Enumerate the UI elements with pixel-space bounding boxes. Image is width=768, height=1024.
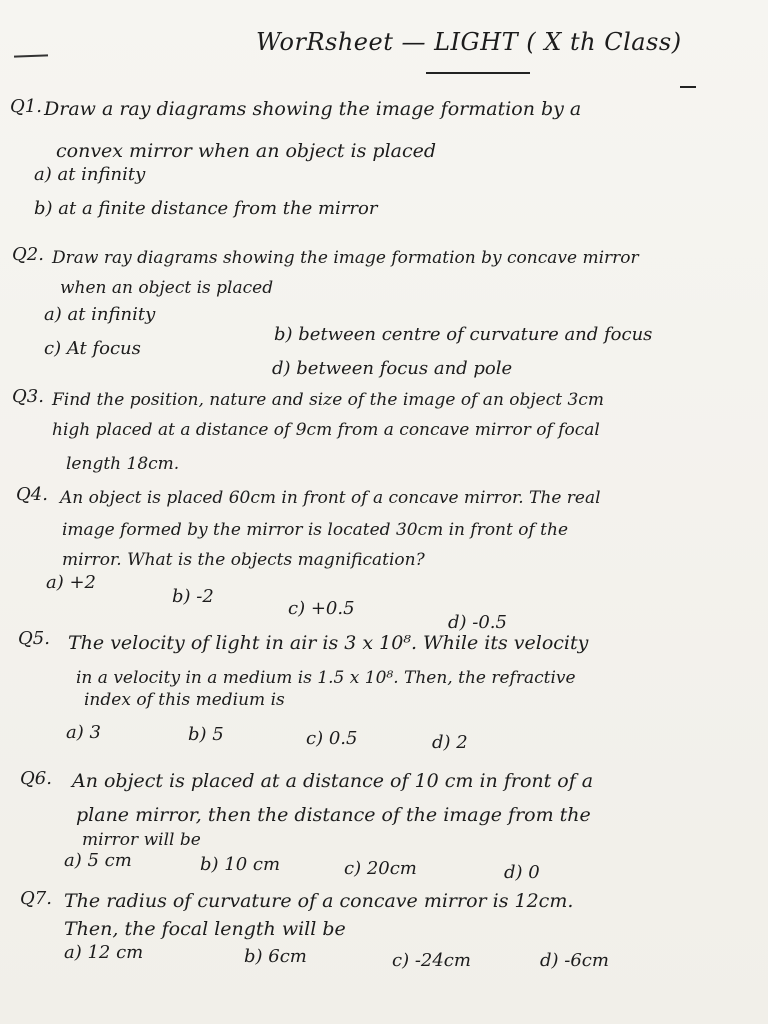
q5-option-a: a) 3 bbox=[66, 722, 101, 743]
q2-option-c: c) At focus bbox=[44, 338, 141, 359]
q2-number: Q2. bbox=[12, 244, 44, 265]
q4-option-d: d) -0.5 bbox=[448, 612, 507, 633]
q7-option-a: a) 12 cm bbox=[64, 942, 144, 963]
q4-text-line1: An object is placed 60cm in front of a concave mirror. The real bbox=[60, 488, 601, 508]
q6-text-line3: mirror will be bbox=[82, 830, 201, 850]
margin-dash bbox=[14, 54, 48, 57]
q5-text-line1: The velocity of light in air is 3 x 10⁸. While its velocity bbox=[68, 632, 589, 654]
q1-number: Q1. bbox=[10, 96, 42, 117]
q4-option-b: b) -2 bbox=[172, 586, 214, 607]
q5-option-c: c) 0.5 bbox=[306, 728, 358, 749]
q6-option-b: b) 10 cm bbox=[200, 854, 281, 875]
q2-option-d: d) between focus and pole bbox=[272, 358, 513, 379]
q6-option-a: a) 5 cm bbox=[64, 850, 132, 871]
q7-option-d: d) -6cm bbox=[540, 950, 609, 971]
q7-text-line1: The radius of curvature of a concave mirror is 12cm. bbox=[64, 890, 574, 912]
q5-number: Q5. bbox=[18, 628, 50, 649]
q3-number: Q3. bbox=[12, 386, 44, 407]
q2-option-a: a) at infinity bbox=[44, 304, 156, 325]
q2-text-line1: Draw ray diagrams showing the image formation by concave mirror bbox=[52, 248, 639, 268]
q5-option-b: b) 5 bbox=[188, 724, 224, 745]
q7-number: Q7. bbox=[20, 888, 52, 909]
q3-text-line2: high placed at a distance of 9cm from a concave mirror of focal bbox=[52, 420, 600, 440]
q4-option-c: c) +0.5 bbox=[288, 598, 355, 619]
q4-option-a: a) +2 bbox=[46, 572, 97, 593]
q2-option-b: b) between centre of curvature and focus bbox=[274, 324, 653, 345]
q4-text-line2: image formed by the mirror is located 30cm in front of the bbox=[62, 520, 569, 540]
q6-text-line1: An object is placed at a distance of 10 cm in front of a bbox=[72, 770, 594, 792]
q7-option-c: c) -24cm bbox=[392, 950, 471, 971]
class-underline bbox=[680, 86, 696, 88]
q4-text-line3: mirror. What is the objects magnification? bbox=[62, 550, 425, 570]
q7-text-line2: Then, the focal length will be bbox=[64, 918, 346, 940]
worksheet-title: WorRsheet — LIGHT ( X th Class) bbox=[256, 28, 682, 56]
q1-text-line2: convex mirror when an object is placed bbox=[56, 140, 437, 162]
q4-number: Q4. bbox=[16, 484, 48, 505]
q6-option-d: d) 0 bbox=[504, 862, 540, 883]
q5-text-line2: in a velocity in a medium is 1.5 x 10⁸. Then, the refractive bbox=[76, 668, 576, 688]
q3-text-line3: length 18cm. bbox=[66, 454, 180, 474]
q1-option-b: b) at a finite distance from the mirror bbox=[34, 198, 378, 219]
q1-text-line1: Draw a ray diagrams showing the image formation by a bbox=[44, 98, 582, 120]
title-underline bbox=[426, 72, 530, 74]
q6-text-line2: plane mirror, then the distance of the image from the bbox=[76, 804, 591, 826]
q6-option-c: c) 20cm bbox=[344, 858, 417, 879]
q6-number: Q6. bbox=[20, 768, 52, 789]
q3-text-line1: Find the position, nature and size of the image of an object 3cm bbox=[52, 390, 604, 410]
q1-option-a: a) at infinity bbox=[34, 164, 146, 185]
q5-option-d: d) 2 bbox=[432, 732, 468, 753]
q2-text-line2: when an object is placed bbox=[60, 278, 274, 298]
q7-option-b: b) 6cm bbox=[244, 946, 307, 967]
q5-text-line3: index of this medium is bbox=[84, 690, 285, 710]
